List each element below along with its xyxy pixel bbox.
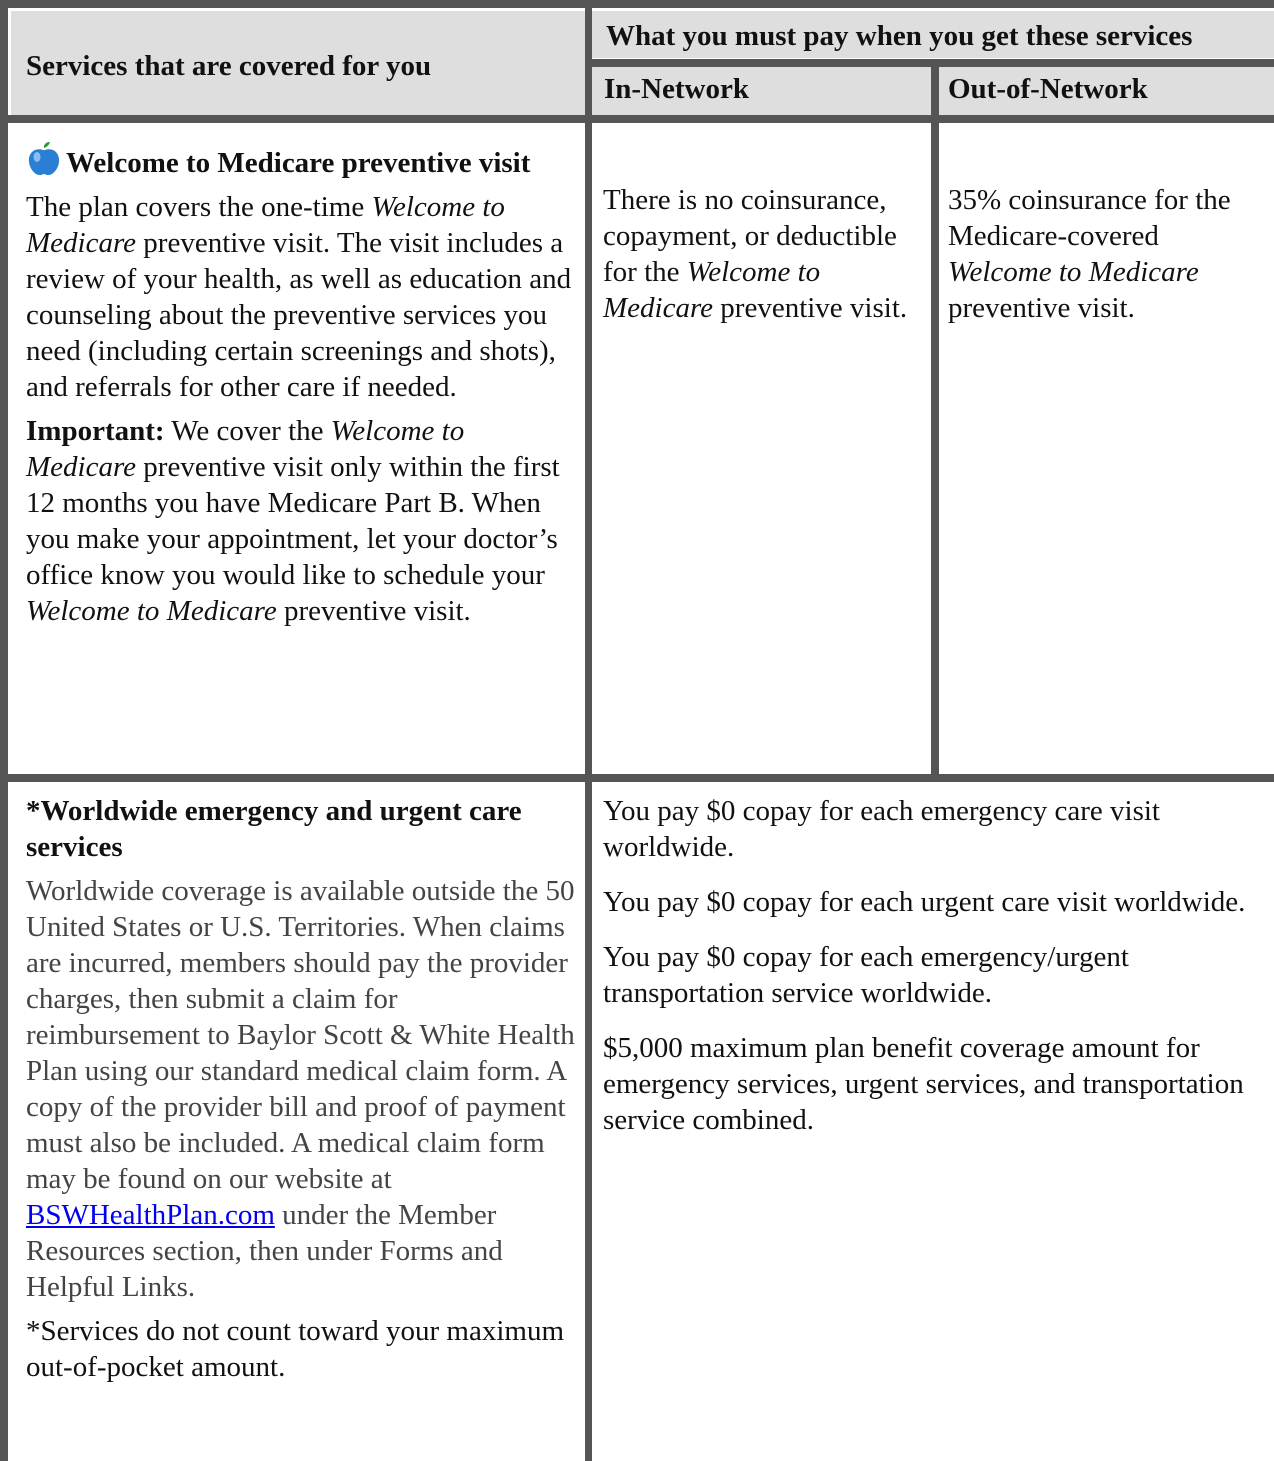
transportation-cost: You pay $0 copay for each emergency/urgent transportation service worldwide.: [603, 941, 1129, 1009]
table-top-border: [0, 0, 1274, 8]
worldwide-cost-cell: [603, 793, 1263, 1138]
welcome-in-network-cost: There is no coinsurance, copayment, or deductible for the Welcome to Medicare preventive visit.: [603, 184, 908, 324]
header-out-of-network: Out-of-Network: [948, 73, 1148, 105]
table-left-border: [0, 0, 8, 1461]
worldwide-title: *Worldwide emergency and urgent care services: [26, 795, 522, 863]
urgent-visit-cost: You pay $0 copay for each urgent care visit worldwide.: [603, 886, 1246, 918]
welcome-description: The plan covers the one-time Welcome to Medicare preventive visit. The visit includes a review of your health, as well as education and counseling about the preventive services you need (including certain screenings and shots), and referrals for other care if needed.: [26, 191, 572, 403]
bswhealthplan-link[interactable]: BSWHealthPlan.com: [26, 1199, 275, 1231]
header-services-covered: Services that are covered for you: [26, 50, 432, 82]
welcome-title: Welcome to Medicare preventive visit: [26, 141, 578, 181]
worldwide-description: Worldwide coverage is available outside the 50 United States or U.S. Territories. When claims are incurred, members should pay the provider charges, then submit a claim for reimbursement to Baylor Scott & White Health Plan using our standard medical claim form. A copy of the provider bill and proof of payment must also be included. A medical claim form may be found on our website at BSWHealthPlan.com under the Member Resources section, then under Forms and Helpful Links.: [26, 875, 575, 1303]
column-divider-network: [931, 59, 939, 774]
header-what-you-pay: What you must pay when you get these services: [606, 20, 1193, 52]
worldwide-service-cell: [26, 793, 578, 1385]
emergency-visit-cost: You pay $0 copay for each emergency care visit worldwide.: [603, 795, 1160, 863]
header-in-network: In-Network: [604, 73, 749, 105]
column-divider-main: [585, 0, 592, 1461]
welcome-service-cell: [26, 141, 578, 629]
welcome-important-note: Important: We cover the Welcome to Medicare preventive visit only within the first 12 months you have Medicare Part B. When you make your appointment, let your doctor’s office know you would like to schedule your Welcome to Medicare preventive visit.: [26, 415, 560, 627]
header-bottom-border: [0, 115, 1274, 123]
maximum-benefit-amount: $5,000 maximum plan benefit coverage amount for emergency services, urgent services, and transportation service combined.: [603, 1032, 1244, 1136]
welcome-out-of-network-cost: 35% coinsurance for the Medicare-covered Welcome to Medicare preventive visit.: [948, 184, 1231, 324]
row-divider: [0, 774, 1274, 782]
worldwide-note: *Services do not count toward your maximum out-of-pocket amount.: [26, 1315, 565, 1383]
apple-icon: [26, 141, 62, 177]
